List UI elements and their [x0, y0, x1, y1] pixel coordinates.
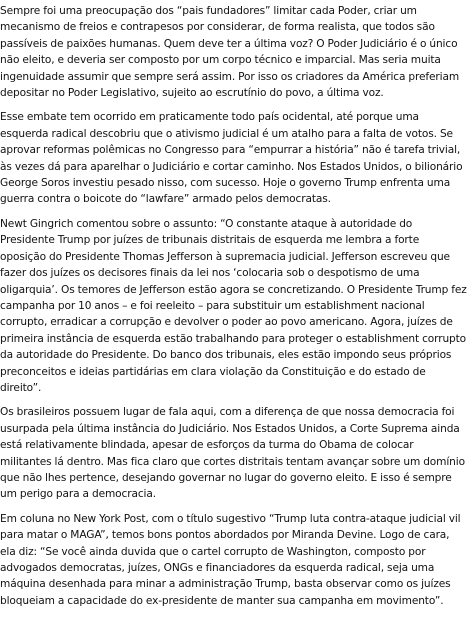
paragraph-judicial-activism: Esse embate tem ocorrido em praticamente todo país ocidental, até porque uma esquerda radical descobriu que o ativismo judicial é um atalho para a falta de votos. Se aprovar reformas polêmicas no Congresso para “empurrar a história” não é tarefa trivial, às vezes dá para aparelhar o Judiciário e cortar caminho. Nos Estados Unidos, o bilionário George Soros investiu pesado nisso, com sucesso. Hoje o governo Trump enfrenta uma guerra contra o boicote do “lawfare” armado pelos democratas.: [0, 111, 463, 206]
paragraph-founders-concern: Sempre foi uma preocupação dos “pais fundadores” limitar cada Poder, criar um mecanismo de freios e contrapesos por considerar, de forma realista, que todos são passíveis de paixões humanas. Quem deve ter a última voz? O Poder Judiciário é o único não eleito, e deveria ser composto por um corpo técnico e imparcial. Mas seria muita ingenuidade assumir que sempre será assim. Por isso os criadores da América preferiam depositar no Poder Legislativo, sujeito ao escrutínio do povo, a última voz.: [0, 5, 460, 100]
paragraph-gingrich-quote: Newt Gingrich comentou sobre o assunto: “O constante ataque à autoridade do Presidente Trump por juízes de tribunais distritais de esquerda me lembra a forte oposição do Presidente Thomas Jefferson à supremacia judicial. Jefferson escreveu que fazer dos juízes os decisores finais da lei nos ‘colocaria sob o despotismo de uma oligarquia’. Os temores de Jefferson estão agora se concretizando. O Presidente Trump fez campanha por 10 anos – e foi reeleito – para substituir um establishment nacional corrupto, erradicar a corrupção e devolver o poder ao povo americano. Agora, juízes de primeira instância de esquerda estão trabalhando para proteger o establishment corrupto da autoridade do Presidente. Do banco dos tribunais, eles estão impondo seus próprios preconceitos e ideias partidárias em clara violação da Constituição e do estado de direito”.: [0, 217, 467, 394]
paragraph-ny-post-column: Em coluna no New York Post, com o título sugestivo “Trump luta contra-ataque judicial vil para matar o MAGA”, temos bons pontos abordados por Miranda Devine. Logo de cara, ela diz: “Se você ainda duvida que o cartel corrupto de Washington, composto por advogados democratas, juízes, ONGs e financiadores da esquerda radical, seja uma máquina desenhada para minar a administração Trump, basta observar como os juízes bloqueiam a capacidade do ex-presidente de manter sua campanha em movimento”.: [0, 512, 461, 607]
paragraph-brazil-comparison: Os brasileiros possuem lugar de fala aqui, com a diferença de que nossa democracia foi usurpada pela última instância do Judiciário. Nos Estados Unidos, a Corte Suprema ainda está relativamente blindada, apesar de esforços da turma do Obama de colocar militantes lá dentro. Mas fica claro que cortes distritais tentam avançar sobre um domínio que não lhes pertence, desejando governar no lugar do governo eleito. E isso é sempre um perigo para a democracia.: [0, 406, 465, 501]
